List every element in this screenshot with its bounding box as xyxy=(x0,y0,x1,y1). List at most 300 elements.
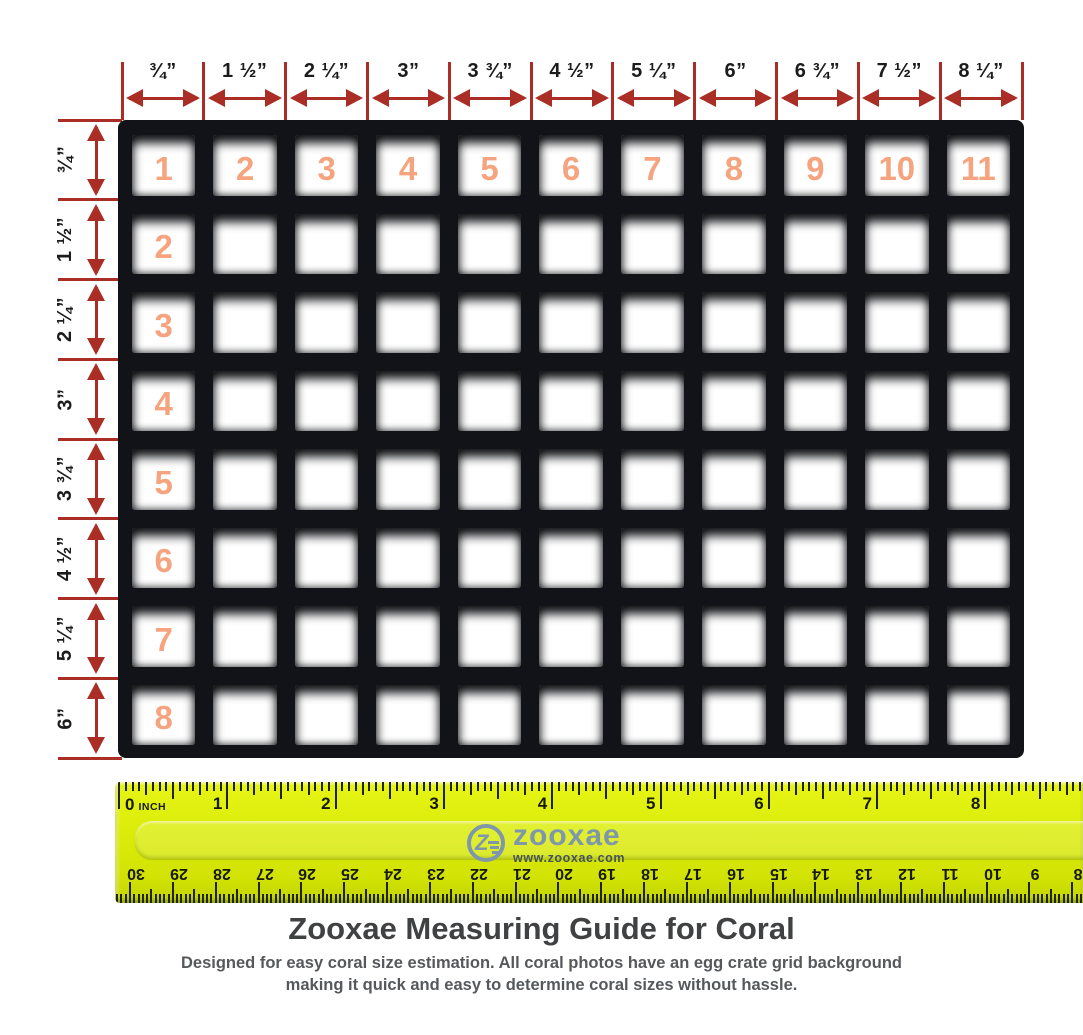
inch-tick xyxy=(856,782,858,791)
inch-tick xyxy=(470,782,472,795)
inch-number: 4 xyxy=(537,794,548,813)
cm-tick xyxy=(206,894,208,903)
subtitle-line2: making it quick and easy to determine coral sizes without hassle. xyxy=(285,975,798,994)
grid-cell xyxy=(938,596,1019,675)
grid-cell-opening xyxy=(621,371,684,432)
cm-tick xyxy=(930,894,932,903)
column-width-label: 5 ¼” xyxy=(631,59,677,82)
grid-cell xyxy=(367,675,448,754)
grid-cell xyxy=(123,361,204,440)
subtitle-line1: Designed for easy coral size estimation. All coral photos have an egg crate grid background xyxy=(181,954,902,972)
cm-tick xyxy=(712,894,714,903)
grid-cell xyxy=(204,282,285,361)
inch-tick xyxy=(172,782,174,799)
cm-tick xyxy=(840,894,842,903)
inch-tick xyxy=(998,782,1000,791)
cm-tick xyxy=(831,894,833,903)
inch-tick xyxy=(680,782,682,791)
inch-tick xyxy=(1072,782,1074,791)
inch-tick xyxy=(253,782,255,795)
inch-tick xyxy=(578,782,580,795)
cm-number: 16 xyxy=(726,865,745,882)
inch-tick xyxy=(274,782,276,791)
logo-line-icon xyxy=(488,841,499,844)
cm-tick xyxy=(455,894,457,903)
cm-tick xyxy=(690,894,692,903)
cm-tick xyxy=(836,889,838,903)
inch-tick xyxy=(923,782,925,791)
grid-cell xyxy=(856,361,937,440)
cm-tick xyxy=(446,894,448,903)
cm-tick xyxy=(797,894,799,903)
cm-tick xyxy=(326,894,328,903)
grid-cell-number: 3 xyxy=(154,306,173,344)
cm-tick xyxy=(523,894,525,903)
cm-tick xyxy=(767,894,769,903)
cm-tick xyxy=(472,882,474,903)
cm-tick xyxy=(1003,894,1005,903)
cm-tick xyxy=(879,889,881,903)
grid-cell-number: 10 xyxy=(878,149,916,187)
cm-tick xyxy=(1071,882,1073,903)
cm-tick xyxy=(352,894,354,903)
grid-cell xyxy=(123,596,204,675)
inch-tick xyxy=(619,782,621,791)
grid-cell xyxy=(856,125,937,204)
cm-tick xyxy=(883,894,885,903)
cm-tick xyxy=(686,882,688,903)
cm-tick xyxy=(116,894,118,903)
cm-tick xyxy=(1033,894,1035,903)
inch-tick xyxy=(1066,782,1068,795)
inch-tick xyxy=(368,782,370,791)
cm-tick xyxy=(947,894,949,903)
inch-tick xyxy=(693,782,695,791)
cm-tick xyxy=(639,894,641,903)
cm-tick xyxy=(866,894,868,903)
cm-tick xyxy=(129,882,131,903)
inch-tick xyxy=(1079,782,1081,791)
cm-tick xyxy=(540,894,542,903)
inch-tick xyxy=(490,782,492,791)
cm-tick xyxy=(480,894,482,903)
cm-tick xyxy=(120,894,122,903)
inch-tick xyxy=(429,782,431,791)
inch-tick xyxy=(118,782,120,809)
cm-tick xyxy=(720,894,722,903)
inch-tick xyxy=(240,782,242,791)
logo-line-icon xyxy=(490,846,499,849)
grid-cell xyxy=(449,204,530,283)
inch-tick xyxy=(1005,782,1007,791)
row-height-label: 6” xyxy=(54,707,77,730)
inch-number: 1 xyxy=(212,794,223,813)
cm-tick xyxy=(669,894,671,903)
grid-cell xyxy=(449,125,530,204)
grid-cell-number: 5 xyxy=(154,463,173,501)
grid-cell-opening xyxy=(458,371,521,432)
cm-tick xyxy=(545,894,547,903)
cm-tick xyxy=(934,894,936,903)
cm-tick xyxy=(870,894,872,903)
cm-tick xyxy=(981,894,983,903)
grid-cell-opening xyxy=(539,606,602,667)
cm-tick xyxy=(617,894,619,903)
grid-cell xyxy=(367,282,448,361)
inch-tick xyxy=(280,782,282,799)
inch-tick xyxy=(842,782,844,791)
cm-tick xyxy=(1063,894,1065,903)
cm-tick xyxy=(322,889,324,903)
inch-tick xyxy=(152,782,154,791)
grid-cell xyxy=(286,596,367,675)
inch-tick xyxy=(653,782,655,791)
grid-cell-opening xyxy=(947,214,1010,275)
vertical-arrow xyxy=(87,124,105,196)
grid-cell-opening xyxy=(865,606,928,667)
inch-tick xyxy=(220,782,222,791)
cm-tick xyxy=(395,894,397,903)
horizontal-arrow xyxy=(944,89,1018,107)
grid-cell xyxy=(693,439,774,518)
cm-tick xyxy=(943,882,945,903)
vertical-arrow xyxy=(87,682,105,754)
grid-cell-opening xyxy=(784,606,847,667)
cm-tick xyxy=(240,894,242,903)
grid-cell-opening xyxy=(947,685,1010,746)
column-width-label: 4 ½” xyxy=(549,59,595,82)
cm-tick xyxy=(133,894,135,903)
grid-cell xyxy=(123,125,204,204)
inch-tick xyxy=(125,782,127,791)
cm-tick xyxy=(986,882,988,903)
cm-tick xyxy=(386,882,388,903)
vertical-arrow xyxy=(87,523,105,595)
grid-cell xyxy=(367,204,448,283)
cm-tick xyxy=(900,882,902,903)
cm-tick xyxy=(476,894,478,903)
inch-number: 2 xyxy=(321,794,331,813)
cm-number: 18 xyxy=(641,865,659,882)
grid-cell xyxy=(286,439,367,518)
grid-cell xyxy=(204,361,285,440)
cm-tick xyxy=(699,894,701,903)
grid-cell-opening xyxy=(702,292,765,353)
inch-tick xyxy=(612,782,614,791)
inch-tick xyxy=(186,782,188,791)
inch-tick xyxy=(206,782,208,791)
grid-cell-number: 1 xyxy=(154,149,173,187)
grid-cell-opening xyxy=(458,292,521,353)
grid-cell-opening xyxy=(947,606,1010,667)
grid-cell-opening xyxy=(458,214,521,275)
inch-tick xyxy=(869,782,871,791)
cm-tick xyxy=(506,894,508,903)
grid-cell xyxy=(123,439,204,518)
cm-tick xyxy=(823,894,825,903)
row-height-label: 3 ¾” xyxy=(54,456,77,502)
grid-cell-opening xyxy=(213,528,276,589)
grid-cell xyxy=(775,518,856,597)
cm-tick xyxy=(1024,894,1026,903)
horizontal-arrow xyxy=(699,89,773,107)
cm-tick xyxy=(185,894,187,903)
cm-tick xyxy=(810,894,812,903)
cm-tick xyxy=(673,894,675,903)
cm-number: 25 xyxy=(341,865,360,882)
grid-cell xyxy=(775,439,856,518)
inch-tick xyxy=(1052,782,1054,791)
cm-tick xyxy=(258,882,260,903)
cm-tick xyxy=(1007,889,1009,903)
cm-tick xyxy=(891,894,893,903)
grid-cell-opening xyxy=(621,685,684,746)
egg-crate-grid xyxy=(118,120,1024,758)
inch-tick xyxy=(213,782,215,791)
grid-cell-number: 3 xyxy=(317,149,336,187)
inch-tick xyxy=(450,782,452,791)
cm-tick xyxy=(647,894,649,903)
horizontal-arrow xyxy=(781,89,855,107)
grid-cell-opening xyxy=(539,292,602,353)
horizontal-arrow xyxy=(862,89,936,107)
cm-tick xyxy=(926,894,928,903)
cm-tick xyxy=(849,894,851,903)
cm-tick xyxy=(724,894,726,903)
grid-cell-opening xyxy=(458,528,521,589)
cm-tick xyxy=(536,889,538,903)
inch-tick xyxy=(1059,782,1061,791)
cm-tick xyxy=(819,894,821,903)
inch-tick xyxy=(660,782,662,809)
grid-cell-opening xyxy=(784,449,847,510)
cm-tick xyxy=(682,894,684,903)
grid-cell xyxy=(449,282,530,361)
inch-tick xyxy=(896,782,898,791)
inch-tick xyxy=(917,782,919,791)
inch-tick xyxy=(951,782,953,791)
vertical-arrow xyxy=(87,204,105,276)
logo-letter: Z xyxy=(475,830,489,855)
cm-tick xyxy=(707,889,709,903)
grid-cell xyxy=(938,675,1019,754)
grid-cell xyxy=(204,439,285,518)
inch-tick xyxy=(132,782,134,791)
grid-cell-opening xyxy=(458,606,521,667)
cm-tick xyxy=(365,889,367,903)
cm-tick xyxy=(180,894,182,903)
horizontal-arrow xyxy=(126,89,200,107)
row-height-label: 3” xyxy=(54,388,77,411)
grid-cell xyxy=(612,204,693,283)
grid-cell-opening xyxy=(295,685,358,746)
inch-tick xyxy=(179,782,181,791)
horizontal-arrow xyxy=(535,89,609,107)
grid-cell xyxy=(775,204,856,283)
inch-tick xyxy=(1025,782,1027,791)
cm-number: 24 xyxy=(384,865,402,882)
inch-tick xyxy=(822,782,824,799)
grid-cell xyxy=(286,282,367,361)
column-width-label: 3 ¾” xyxy=(467,59,513,82)
cm-tick xyxy=(977,894,979,903)
inch-tick xyxy=(572,782,574,791)
cm-tick xyxy=(990,894,992,903)
cm-tick xyxy=(951,894,953,903)
cm-tick xyxy=(652,894,654,903)
grid-cell-opening xyxy=(213,606,276,667)
row-height-label: 2 ¼” xyxy=(54,296,77,343)
column-width-label: 6 ¾” xyxy=(794,59,841,82)
grid-cell-opening xyxy=(865,449,928,510)
grid-cell xyxy=(286,125,367,204)
grid-cell xyxy=(856,675,937,754)
cm-tick xyxy=(502,894,504,903)
cm-tick xyxy=(956,894,958,903)
inch-tick xyxy=(890,782,892,791)
inch-tick xyxy=(321,782,323,791)
inch-tick xyxy=(511,782,513,791)
cm-tick xyxy=(784,894,786,903)
cm-tick xyxy=(754,894,756,903)
cm-tick xyxy=(1080,894,1082,903)
grid-cell-number: 2 xyxy=(236,149,255,187)
row-height-label: ¾” xyxy=(54,146,77,174)
grid-cell-opening xyxy=(702,685,765,746)
grid-cell xyxy=(938,125,1019,204)
cm-tick xyxy=(360,894,362,903)
inch-number: 5 xyxy=(646,794,656,813)
cm-tick xyxy=(249,894,251,903)
grid-cell xyxy=(123,282,204,361)
inch-tick xyxy=(781,782,783,791)
inch-tick xyxy=(876,782,878,809)
inch-tick xyxy=(687,782,689,795)
cm-tick xyxy=(570,894,572,903)
cm-tick xyxy=(245,894,247,903)
cm-tick xyxy=(759,894,761,903)
cm-tick xyxy=(412,894,414,903)
grid-cell-opening xyxy=(865,214,928,275)
cm-tick xyxy=(1067,894,1069,903)
cm-tick xyxy=(896,894,898,903)
inch-tick xyxy=(707,782,709,791)
grid-cell xyxy=(123,675,204,754)
cm-number: 29 xyxy=(169,865,188,882)
grid-cell-opening xyxy=(621,292,684,353)
cm-tick xyxy=(750,889,752,903)
cm-tick xyxy=(1011,894,1013,903)
cm-tick xyxy=(369,894,371,903)
grid-cell xyxy=(856,282,937,361)
grid-cell xyxy=(530,204,611,283)
cm-tick xyxy=(844,894,846,903)
cm-tick xyxy=(1050,889,1052,903)
cm-tick xyxy=(969,894,971,903)
grid-cell-opening xyxy=(295,606,358,667)
inch-tick xyxy=(341,782,343,791)
inch-tick xyxy=(348,782,350,791)
grid-cell xyxy=(286,361,367,440)
cm-tick xyxy=(425,894,427,903)
inch-tick xyxy=(165,782,167,791)
inch-tick xyxy=(991,782,993,791)
cm-tick xyxy=(198,894,200,903)
cm-tick xyxy=(292,894,294,903)
cm-tick xyxy=(613,894,615,903)
cm-tick xyxy=(373,894,375,903)
cm-tick xyxy=(356,894,358,903)
inch-tick xyxy=(700,782,702,791)
brand-name: zooxae xyxy=(513,819,621,853)
cm-tick xyxy=(806,894,808,903)
inch-tick xyxy=(558,782,560,791)
cm-tick xyxy=(827,894,829,903)
cm-tick xyxy=(215,882,217,903)
grid-cell-opening xyxy=(376,371,439,432)
cm-tick xyxy=(1016,894,1018,903)
inch-tick xyxy=(1039,782,1041,799)
cm-tick xyxy=(909,894,911,903)
inch-tick xyxy=(294,782,296,791)
cm-tick xyxy=(527,894,529,903)
inch-tick xyxy=(314,782,316,791)
grid-cell-opening xyxy=(376,214,439,275)
inch-tick xyxy=(605,782,607,799)
grid-cell xyxy=(693,282,774,361)
inch-number: 3 xyxy=(429,794,439,813)
grid-cell xyxy=(367,439,448,518)
grid-cell-opening xyxy=(947,449,1010,510)
grid-cell xyxy=(204,518,285,597)
grid-cell xyxy=(856,439,937,518)
inch-tick xyxy=(396,782,398,791)
grid-cell xyxy=(693,675,774,754)
cm-tick xyxy=(463,894,465,903)
cm-tick xyxy=(407,889,409,903)
inch-tick xyxy=(355,782,357,791)
cm-tick xyxy=(746,894,748,903)
inch-tick xyxy=(788,782,790,791)
cm-tick xyxy=(793,889,795,903)
cm-tick xyxy=(604,894,606,903)
cm-tick xyxy=(694,894,696,903)
inch-tick xyxy=(978,782,980,791)
ruler xyxy=(115,782,1083,903)
grid-cell-opening xyxy=(621,528,684,589)
horizontal-arrow xyxy=(617,89,691,107)
grid-cell xyxy=(123,518,204,597)
cm-tick xyxy=(202,894,204,903)
grid-cell xyxy=(612,282,693,361)
cm-tick xyxy=(253,894,255,903)
cm-tick xyxy=(609,894,611,903)
grid-cell-opening xyxy=(376,685,439,746)
inch-tick xyxy=(829,782,831,791)
inch-tick xyxy=(463,782,465,791)
inch-tick xyxy=(233,782,235,791)
inch-tick xyxy=(734,782,736,791)
cm-tick xyxy=(279,889,281,903)
grid-cell-opening xyxy=(376,606,439,667)
inch-tick xyxy=(930,782,932,799)
cm-tick xyxy=(703,894,705,903)
cm-tick xyxy=(228,894,230,903)
column-width-label: 2 ¼” xyxy=(303,59,350,82)
inch-tick xyxy=(761,782,763,791)
grid-cell-opening xyxy=(947,528,1010,589)
inch-tick xyxy=(727,782,729,791)
